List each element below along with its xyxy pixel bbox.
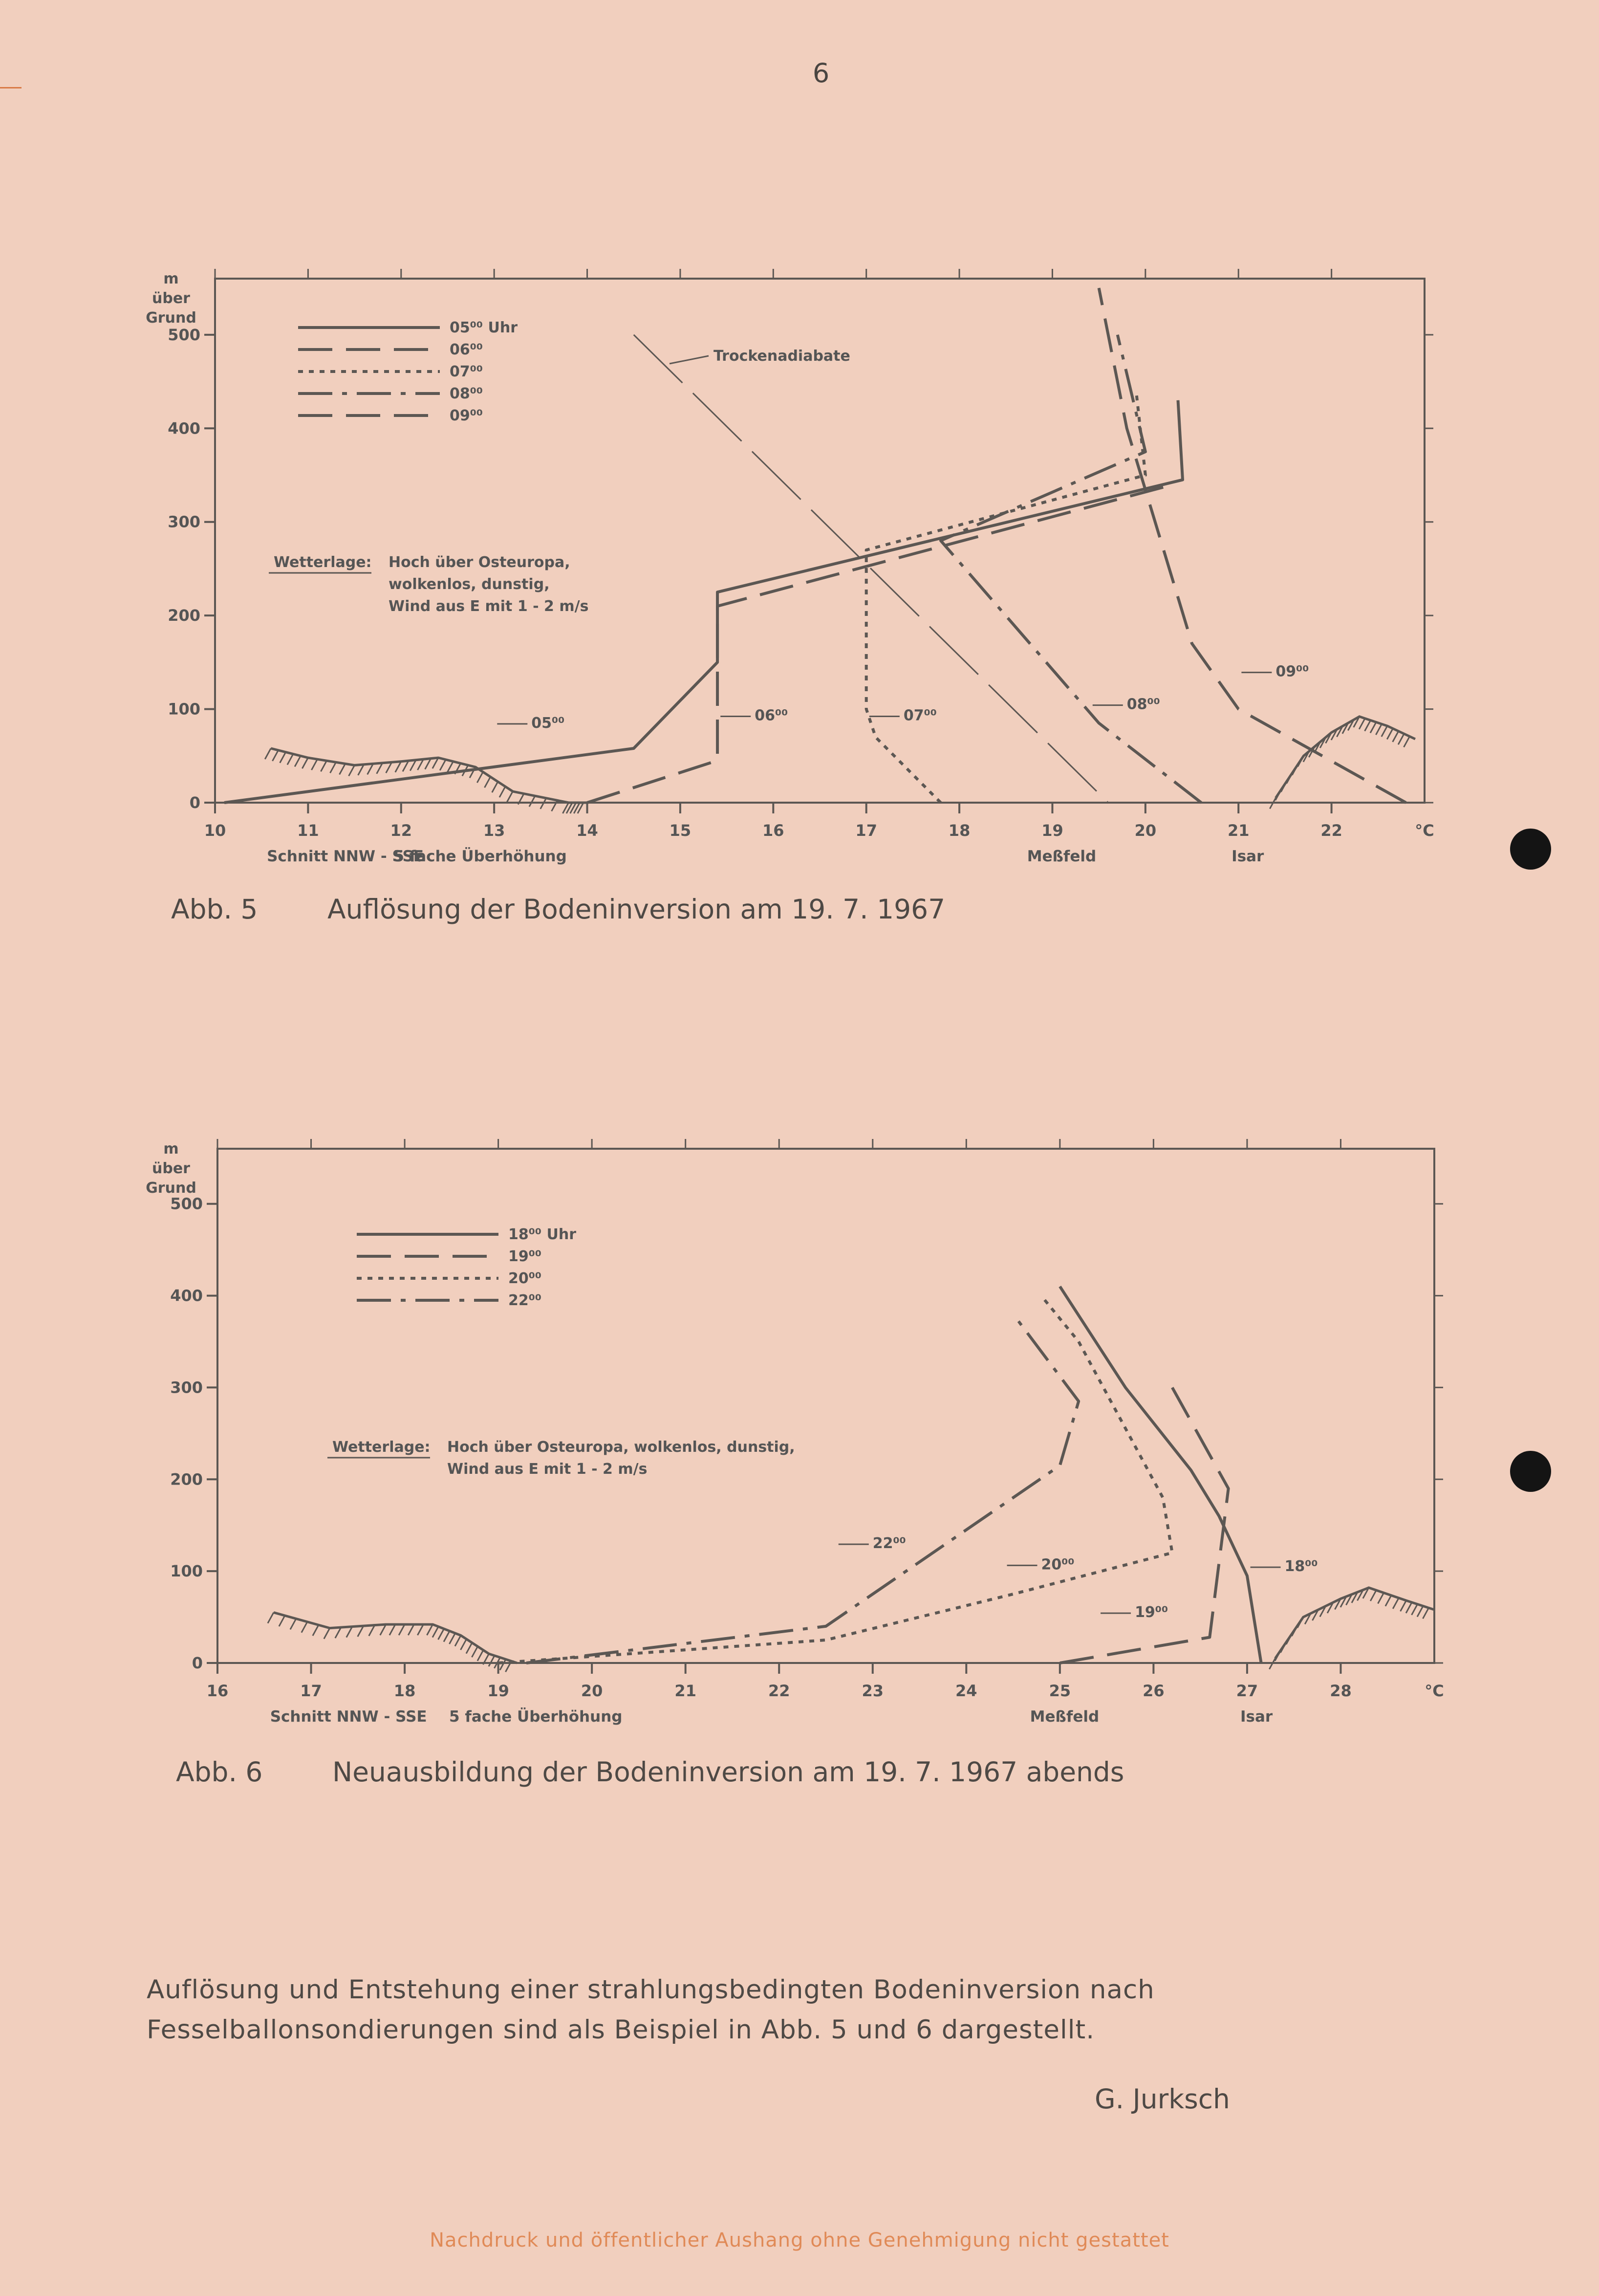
terrain-hatch <box>447 762 453 772</box>
terrain-hatch <box>265 748 271 759</box>
x-tick-label: 18 <box>948 821 971 840</box>
terrain-hatch <box>280 752 286 763</box>
margin-mark <box>0 87 22 88</box>
terrain-hatch <box>349 765 355 776</box>
terrain-hatch <box>1393 1598 1399 1609</box>
bottom-label: Meßfeld <box>1027 848 1097 865</box>
caption-abb6-label: Abb. 6 <box>176 1756 263 1788</box>
series-line <box>1060 1387 1229 1663</box>
x-tick-label: 28 <box>1330 1682 1352 1700</box>
y-tick-label: 200 <box>168 606 200 625</box>
terrain-hatch <box>324 1628 330 1639</box>
terrain-hatch <box>279 1616 285 1626</box>
terrain-hatch <box>466 1643 472 1654</box>
x-tick-label: 26 <box>1143 1682 1165 1700</box>
terrain-hatch <box>408 1624 414 1635</box>
x-tick-label: 22 <box>1320 821 1342 840</box>
terrain-hatch <box>1393 731 1399 742</box>
dry-adiabat-line <box>634 335 1108 803</box>
page-number: 6 <box>812 58 830 88</box>
x-tick-label: 17 <box>300 1682 322 1700</box>
y-tick-label: 300 <box>168 512 200 531</box>
terrain-hatch <box>489 1656 495 1666</box>
terrain-hatch <box>507 791 513 802</box>
terrain-hatch <box>1401 1600 1406 1611</box>
terrain-hatch <box>427 1624 433 1635</box>
terrain-hatch <box>290 1618 296 1629</box>
y-tick-label: 500 <box>170 1194 203 1213</box>
terrain-hatch <box>346 1627 352 1638</box>
y-axis-label: m <box>163 1140 179 1158</box>
punch-hole-lower <box>1510 1451 1551 1492</box>
series-label: 18⁰⁰ <box>1284 1558 1318 1575</box>
x-tick-label: 12 <box>390 821 412 840</box>
y-tick-label: 100 <box>170 1562 203 1581</box>
plot-frame <box>217 1149 1434 1663</box>
x-axis-unit: °C <box>1415 821 1434 840</box>
terrain-hatch <box>311 759 317 770</box>
terrain-hatch <box>272 750 278 761</box>
body-paragraph: Auflösung und Entstehung einer strahlungsbedingten Bodeninversion nach Fesselballonsondierungen sind als Beispiel in Abb. 5 und 6 dargestellt. <box>147 1975 1155 2045</box>
bottom-label: Isar <box>1240 1708 1273 1726</box>
y-axis-label: über <box>152 1160 190 1177</box>
series-line <box>1099 288 1406 803</box>
legend-label: 08⁰⁰ <box>450 385 483 402</box>
terrain-hatch <box>340 764 346 774</box>
terrain-hatch <box>321 761 326 771</box>
author-signature: G. Jurksch <box>1095 2083 1230 2115</box>
terrain-hatch <box>444 1631 450 1642</box>
caption-abb5-title: Auflösung der Bodeninversion am 19. 7. 1967 <box>327 894 946 925</box>
x-tick-label: 19 <box>1041 821 1063 840</box>
terrain-hatch <box>1376 724 1382 735</box>
terrain-hatch <box>440 760 446 770</box>
x-tick-label: 27 <box>1236 1682 1258 1700</box>
x-tick-label: 16 <box>206 1682 229 1700</box>
series-line <box>941 335 1201 803</box>
wetterlage-line: wolkenlos, dunstig, <box>389 576 550 593</box>
terrain-hatch <box>1423 1608 1429 1618</box>
terrain-hatch <box>1412 1604 1418 1615</box>
bottom-label: 5 fache Überhöhung <box>449 1708 623 1726</box>
terrain-hatch <box>500 1659 506 1670</box>
series-line <box>224 400 1183 803</box>
caption-abb5 <box>171 894 945 925</box>
terrain-hatch <box>438 1629 444 1640</box>
series-label: 06⁰⁰ <box>755 707 788 724</box>
y-axis-label: über <box>152 290 190 307</box>
series-line <box>587 484 1173 803</box>
y-tick-label: 500 <box>168 325 200 344</box>
terrain-hatch <box>399 1624 405 1635</box>
bottom-label: Meßfeld <box>1030 1708 1100 1726</box>
x-tick-label: 15 <box>669 821 691 840</box>
terrain-hatch <box>358 1626 364 1637</box>
terrain-hatch <box>1404 736 1410 747</box>
x-tick-label: 23 <box>862 1682 884 1700</box>
legend-label: 20⁰⁰ <box>508 1270 542 1287</box>
terrain-hatch <box>1406 1602 1412 1613</box>
legend-label: 18⁰⁰ Uhr <box>508 1226 576 1243</box>
series-label: 07⁰⁰ <box>903 707 937 724</box>
chart-abb5 <box>0 254 1599 890</box>
terrain-hatch <box>492 782 498 792</box>
terrain-hatch <box>1417 1606 1423 1617</box>
terrain-hatch <box>477 772 483 783</box>
bottom-label: Isar <box>1232 848 1264 865</box>
series-line <box>866 391 1145 803</box>
y-tick-label: 400 <box>168 419 200 438</box>
terrain-hatch <box>335 1627 341 1638</box>
wetterlage-line: Wind aus E mit 1 - 2 m/s <box>447 1461 648 1478</box>
series-label: 19⁰⁰ <box>1135 1604 1168 1621</box>
legend-label: 19⁰⁰ <box>508 1248 542 1265</box>
terrain-hatch <box>302 1622 307 1633</box>
x-tick-label: 10 <box>204 821 226 840</box>
terrain-hatch <box>295 756 301 766</box>
wetterlage-label: Wetterlage: <box>332 1439 431 1456</box>
x-tick-label: 18 <box>393 1682 416 1700</box>
y-axis-label: m <box>163 270 179 287</box>
x-tick-label: 17 <box>855 821 877 840</box>
terrain-hatch <box>472 1646 477 1657</box>
y-tick-label: 300 <box>170 1378 203 1397</box>
terrain-hatch <box>460 1639 466 1650</box>
y-tick-label: 0 <box>192 1654 203 1672</box>
y-tick-label: 200 <box>170 1470 203 1489</box>
caption-abb6-title: Neuausbildung der Bodeninversion am 19. 7. 1967 abends <box>332 1756 1124 1788</box>
terrain-hatch <box>1398 734 1404 744</box>
series-label: 22⁰⁰ <box>872 1535 906 1553</box>
x-tick-label: 20 <box>1134 821 1157 840</box>
x-tick-label: 20 <box>581 1682 603 1700</box>
x-tick-label: 24 <box>955 1682 977 1700</box>
terrain-hatch <box>455 1636 461 1646</box>
caption-abb5-label: Abb. 5 <box>171 894 258 925</box>
terrain-hatch <box>330 762 336 773</box>
x-tick-label: 11 <box>297 821 319 840</box>
legend-label: 05⁰⁰ Uhr <box>450 319 518 336</box>
y-axis-label: Grund <box>146 309 196 327</box>
terrain-hatch <box>1370 1590 1376 1601</box>
terrain-hatch <box>302 758 308 768</box>
series-label: 05⁰⁰ <box>531 714 565 732</box>
terrain-hatch <box>1370 722 1376 733</box>
x-tick-label: 19 <box>487 1682 509 1700</box>
x-tick-label: 21 <box>674 1682 696 1700</box>
terrain-hatch <box>287 754 293 765</box>
terrain-hatch <box>529 796 535 807</box>
x-tick-label: 22 <box>768 1682 790 1700</box>
y-axis-label: Grund <box>146 1180 196 1197</box>
terrain-hatch <box>417 1624 423 1635</box>
wetterlage-label: Wetterlage: <box>274 554 372 571</box>
legend-label: 07⁰⁰ <box>450 363 483 380</box>
series-label: 20⁰⁰ <box>1041 1556 1075 1574</box>
terrain-hatch <box>1385 1596 1391 1606</box>
terrain-hatch <box>313 1625 319 1636</box>
y-tick-label: 100 <box>168 700 200 719</box>
dry-adiabat-leader <box>670 356 709 364</box>
wetterlage-line: Hoch über Osteuropa, <box>389 554 570 571</box>
legend-label: 09⁰⁰ <box>450 407 483 424</box>
chart-abb6 <box>0 1119 1599 1755</box>
terrain-hatch <box>380 1624 386 1635</box>
terrain-hatch <box>485 777 491 787</box>
terrain-hatch <box>1382 726 1387 737</box>
x-axis-unit: °C <box>1425 1682 1444 1700</box>
x-tick-label: 14 <box>576 821 598 840</box>
x-tick-label: 25 <box>1049 1682 1071 1700</box>
terrain-hatch <box>1378 1593 1384 1603</box>
terrain-hatch <box>1359 719 1365 729</box>
terrain-hatch <box>477 1650 483 1661</box>
terrain-hatch <box>369 1625 375 1636</box>
terrain-hatch <box>499 787 505 797</box>
caption-abb6 <box>176 1756 1124 1788</box>
wetterlage-line: Hoch über Osteuropa, wolkenlos, dunstig, <box>447 1439 795 1456</box>
terrain-hatch <box>268 1613 274 1623</box>
terrain-hatch <box>450 1633 455 1644</box>
terrain-hatch <box>1387 728 1393 739</box>
dry-adiabat-label: Trockenadiabate <box>713 348 850 365</box>
terrain-hatch <box>389 1624 395 1635</box>
series-line <box>526 1314 1079 1663</box>
punch-hole-upper <box>1510 829 1551 870</box>
bottom-label: Schnitt NNW - SSE <box>267 848 424 865</box>
y-tick-label: 0 <box>189 793 200 812</box>
legend-label: 22⁰⁰ <box>508 1292 542 1309</box>
bottom-label: 5 fache Überhöhung <box>393 848 567 865</box>
terrain-hatch <box>432 1627 438 1638</box>
terrain-hatch <box>1365 721 1371 731</box>
x-tick-label: 21 <box>1227 821 1250 840</box>
series-label: 08⁰⁰ <box>1126 696 1160 713</box>
wetterlage-line: Wind aus E mit 1 - 2 m/s <box>389 598 589 615</box>
bottom-label: Schnitt NNW - SSE <box>270 1708 427 1726</box>
y-tick-label: 400 <box>170 1286 203 1305</box>
legend-label: 06⁰⁰ <box>450 341 483 358</box>
series-line <box>498 1296 1172 1663</box>
footer-notice: Nachdruck und öffentlicher Aushang ohne Genehmigung nicht gestattet <box>430 2229 1169 2252</box>
x-tick-label: 16 <box>762 821 784 840</box>
series-label: 09⁰⁰ <box>1275 663 1309 680</box>
x-tick-label: 13 <box>483 821 505 840</box>
